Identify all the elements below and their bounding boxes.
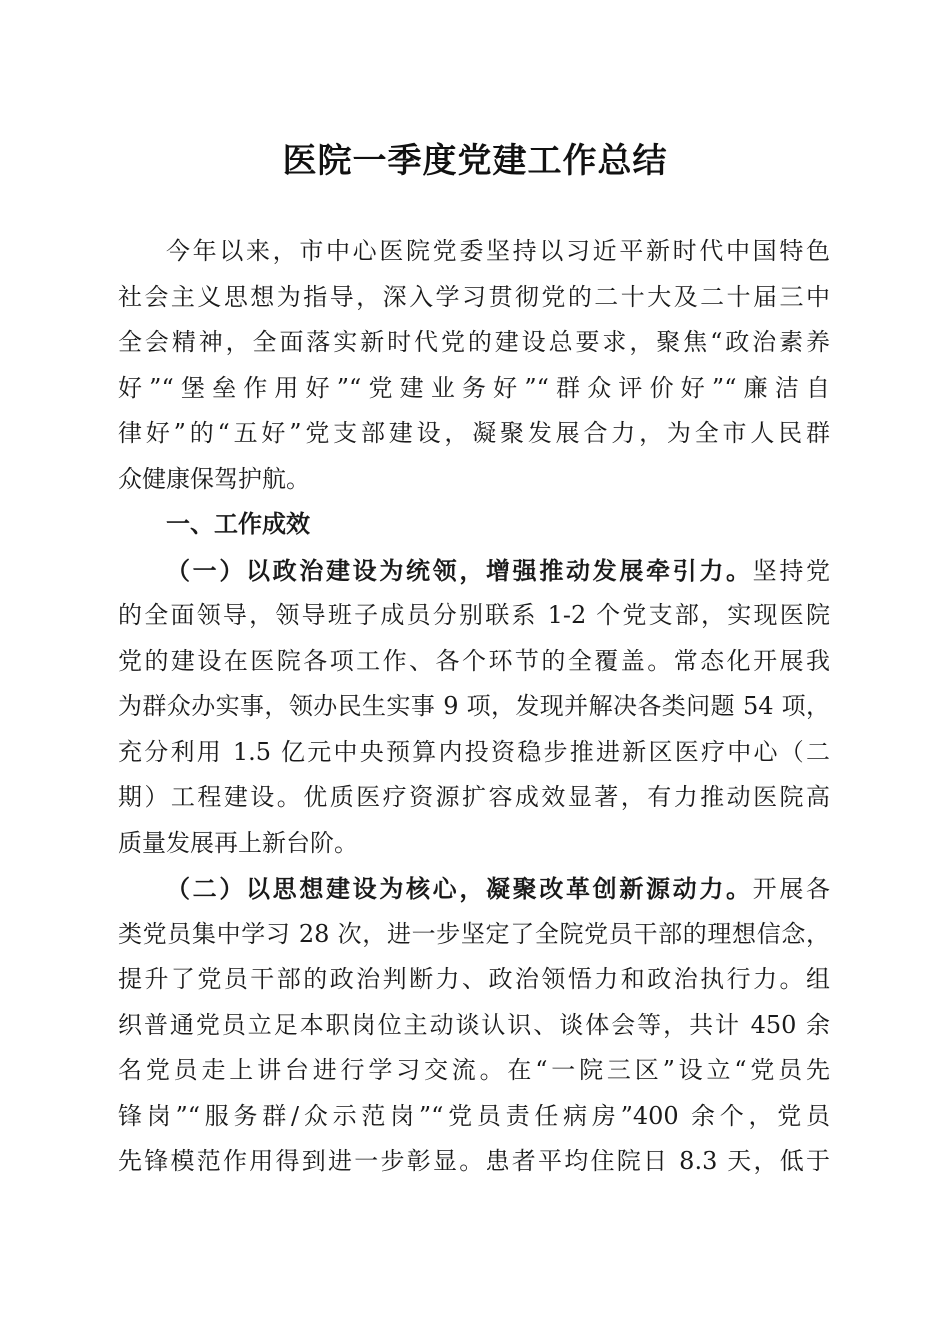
subsection-2-heading: （二）以思想建设为核心，凝聚改革创新源动力。 bbox=[166, 874, 753, 903]
intro-line: 社会主义思想为指导，深入学习贯彻党的二十大及二十届三中 bbox=[118, 282, 830, 311]
subsection-1-line: 质量发展再上新台阶。 bbox=[118, 828, 358, 857]
subsection-1-first-line bbox=[118, 548, 830, 594]
subsection-1-line: 的全面领导，领导班子成员分别联系 1-2 个党支部，实现医院 bbox=[118, 601, 830, 629]
subsection-2-line: 锋岗”“服务群/众示范岗”“党员责任病房”400 余个，党员 bbox=[118, 1101, 830, 1130]
intro-line: 众健康保驾护航。 bbox=[118, 464, 310, 493]
subsection-1-line: 为群众办实事，领办民生实事 9 项，发现并解决各类问题 54 项， bbox=[118, 692, 830, 720]
document-body bbox=[118, 229, 830, 1185]
intro-line: 律好”的“五好”党支部建设，凝聚发展合力，为全市人民群 bbox=[118, 419, 830, 447]
subsection-1-first-line-tail: 坚持党 bbox=[752, 556, 831, 585]
document-title: 医院一季度党建工作总结 bbox=[282, 141, 668, 181]
subsection-1-heading: （一）以政治建设为统领，增强推动发展牵引力。 bbox=[166, 555, 753, 585]
section-heading: 一、工作成效 bbox=[166, 510, 310, 538]
intro-line: 好”“堡垒作用好”“党建业务好”“群众评价好”“廉洁自 bbox=[118, 373, 830, 402]
subsection-2-first-line bbox=[118, 866, 830, 912]
subsection-2-line: 类党员集中学习 28 次，进一步坚定了全院党员干部的理想信念， bbox=[118, 919, 830, 948]
subsection-2-first-line-tail: 开展各 bbox=[752, 875, 831, 903]
subsection-2-line: 提升了党员干部的政治判断力、政治领悟力和政治执行力。组 bbox=[118, 965, 830, 993]
subsection-1-line: 党的建设在医院各项工作、各个环节的全覆盖。常态化开展我 bbox=[118, 646, 830, 675]
intro-line: 全会精神，全面落实新时代党的建设总要求，聚焦“政治素养 bbox=[118, 328, 830, 356]
intro-line: 今年以来，市中心医院党委坚持以习近平新时代中国特色 bbox=[166, 237, 830, 265]
subsection-2-line: 织普通党员立足本职岗位主动谈认识、谈体会等，共计 450 余 bbox=[118, 1010, 830, 1039]
subsection-2-line: 先锋模范作用得到进一步彰显。患者平均住院日 8.3 天，低于 bbox=[118, 1147, 830, 1175]
subsection-1-line: 期）工程建设。优质医疗资源扩容成效显著，有力推动医院高 bbox=[118, 783, 830, 811]
subsection-1-line: 充分利用 1.5 亿元中央预算内投资稳步推进新区医疗中心（二 bbox=[118, 737, 830, 766]
subsection-2-line: 名党员走上讲台进行学习交流。在“一院三区”设立“党员先 bbox=[118, 1056, 830, 1084]
